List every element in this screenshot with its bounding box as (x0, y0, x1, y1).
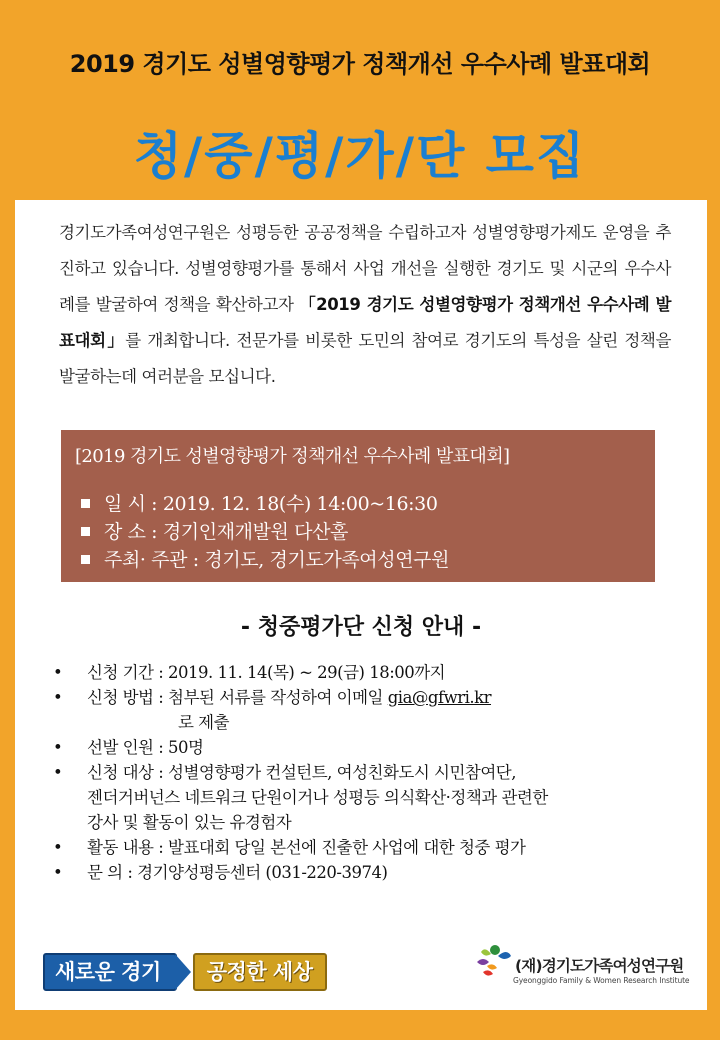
contact-info: 문 의 : 경기양성평등센터 (031-220-3974) (87, 863, 388, 882)
bullet-icon: • (53, 688, 63, 707)
intro-text-1: 경기도가족여성연구원은 성평등한 공공정책을 수립하고자 성별영향평가제도 운영을 추진하고 있습니다. 성별영향평가를 통해서 사업 개선을 실행한 경기도 및 시군의 우수사례를 발굴하여 정책을 확산하고자 (59, 223, 671, 314)
guide-period-item (53, 660, 683, 685)
guide-target-item (53, 760, 683, 835)
event-date: 일 시 : 2019. 12. 18(수) 14:00~16:30 (104, 493, 438, 515)
bullet-icon: • (53, 738, 63, 757)
selection-count: 선발 인원 : 50명 (87, 738, 204, 757)
event-venue-item (75, 518, 449, 546)
intro-event-name: 「2019 경기도 성별영향평가 정책개선 우수사례 발표대회」 (59, 295, 671, 350)
square-bullet-icon (81, 499, 90, 508)
application-period: 신청 기간 : 2019. 11. 14(목) ~ 29(금) 18:00까지 (87, 663, 446, 682)
application-guide-list (53, 660, 683, 885)
application-method-cont: 로 제출 (178, 713, 230, 732)
slogan-arrow-icon (175, 954, 191, 990)
eligibility-line-2: 젠더거버넌스 네트워크 단원이거나 성평등 의식확산·정책과 관련한 (87, 788, 548, 807)
guide-contact-item (53, 860, 683, 885)
bullet-icon: • (53, 863, 63, 882)
page-title: 청/중/평/가/단 모집 (133, 127, 587, 185)
bullet-icon: • (53, 838, 63, 857)
organization-logo (473, 940, 703, 1000)
event-info-box (61, 430, 655, 582)
activity-description: 활동 내용 : 발표대회 당일 본선에 진출한 사업에 대한 청중 평가 (87, 838, 526, 857)
square-bullet-icon (81, 527, 90, 536)
slogan-fair-world: 공정한 세상 (193, 953, 327, 991)
event-host-item (75, 546, 449, 574)
application-method: 신청 방법 : 첨부된 서류를 작성하여 이메일 (87, 688, 388, 707)
eligibility-line-1: 신청 대상 : 성별영향평가 컨설턴트, 여성친화도시 시민참여단, (87, 763, 516, 782)
event-box-title: [2019 경기도 성별영향평가 정책개선 우수사례 발표대회] (75, 446, 510, 467)
bullet-icon: • (53, 663, 63, 682)
guide-method-item (53, 685, 683, 735)
eligibility-line-3: 강사 및 활동이 있는 유경험자 (87, 813, 292, 832)
slogan-new-gyeonggi: 새로운 경기 (43, 953, 177, 991)
event-details-list (75, 490, 449, 574)
content-panel (15, 200, 707, 1010)
event-date-item (75, 490, 449, 518)
bullet-icon: • (53, 763, 63, 782)
org-name-english: Gyeonggido Family & Women Research Institute (513, 976, 690, 985)
square-bullet-icon (81, 555, 90, 564)
guide-count-item (53, 735, 683, 760)
event-host: 주최· 주관 : 경기도, 경기도가족여성연구원 (104, 549, 450, 571)
intro-paragraph (59, 215, 671, 395)
event-venue: 장 소 : 경기인재개발원 다산홀 (104, 521, 349, 543)
org-emblem-icon (473, 940, 517, 984)
intro-text-2: 를 개최합니다. 전문가를 비롯한 도민의 참여로 경기도의 특성을 살린 정책을 발굴하는데 여러분을 모십니다. (59, 331, 671, 386)
gyeonggi-slogan (43, 954, 327, 990)
org-name: (재)경기도가족여성연구원 (515, 957, 684, 975)
event-subtitle: 2019 경기도 성별영향평가 정책개선 우수사례 발표대회 (69, 50, 651, 78)
email-link[interactable]: gia@gfwri.kr (387, 688, 492, 707)
application-guide-title: - 청중평가단 신청 안내 - (240, 615, 482, 640)
guide-activity-item (53, 835, 683, 860)
